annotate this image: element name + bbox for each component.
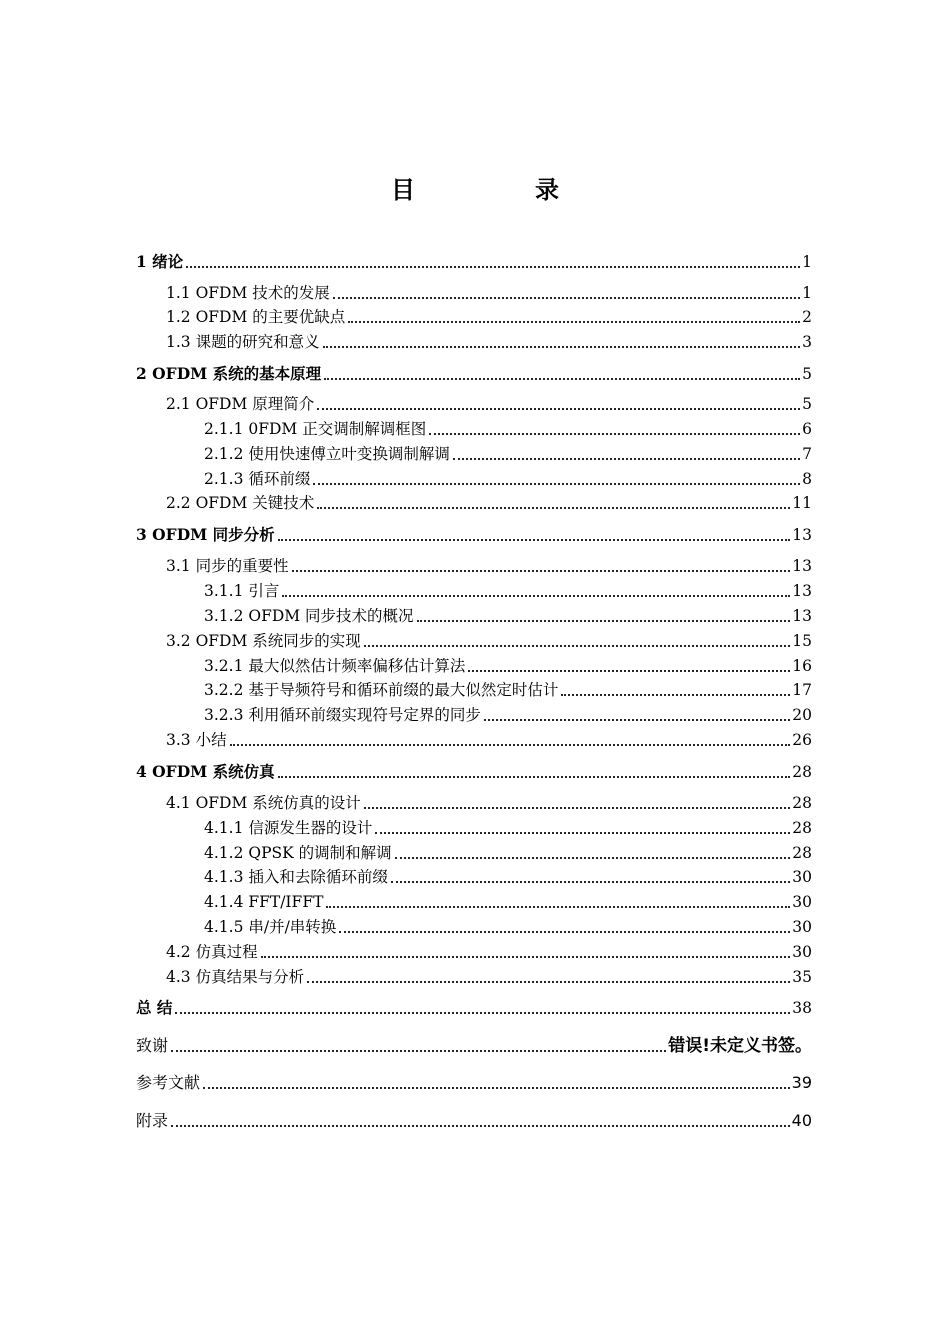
toc-entry-page: 30 (792, 918, 812, 936)
toc-entry-1-1[interactable] (166, 281, 812, 303)
toc-entry-label: 2.1 OFDM 原理简介 (166, 395, 315, 413)
toc-entry-page: 5 (802, 365, 812, 383)
toc-entry-label: 1.1 OFDM 技术的发展 (166, 284, 330, 302)
toc-entry-page: 13 (792, 582, 812, 600)
toc-entry-summary[interactable] (136, 996, 812, 1018)
toc-entry-page: 15 (792, 632, 812, 650)
dot-leader (375, 832, 790, 834)
dot-leader (171, 1125, 790, 1127)
toc-entry-page: 16 (792, 657, 812, 675)
toc-entry-4-1-3[interactable] (204, 865, 812, 887)
toc-entry-page: 3 (802, 333, 812, 351)
dot-leader (429, 433, 800, 435)
toc-entry-page: 30 (792, 893, 812, 911)
toc-entry-page: 11 (792, 494, 812, 512)
toc-entry-label: 1.2 OFDM 的主要优缺点 (166, 308, 346, 326)
toc-entry-label: 4.1.2 QPSK 的调制和解调 (204, 844, 392, 862)
toc-entry-page: 39 (791, 1073, 812, 1092)
toc-entry-page: 40 (791, 1111, 812, 1130)
toc-entry-3-2-1[interactable] (204, 654, 812, 676)
toc-entry-2-1-1[interactable] (204, 417, 812, 439)
toc-entry-label: 参考文献 (136, 1073, 201, 1092)
toc-entry-page: 1 (802, 284, 812, 302)
toc-entry-page: 2 (802, 308, 812, 326)
toc-entry-page: 8 (802, 470, 812, 488)
toc-entry-page: 30 (792, 943, 812, 961)
toc-entry-label: 3.3 小结 (166, 731, 227, 749)
toc-entry-page: 13 (792, 526, 812, 544)
toc-entry-2-1-2[interactable] (204, 442, 812, 464)
toc-entry-label: 4.1.5 串/并/串转换 (204, 918, 337, 936)
toc-entry-label: 3.2.1 最大似然估计频率偏移估计算法 (204, 657, 466, 675)
toc-entry-3-2-2[interactable] (204, 678, 812, 700)
toc-entry-label: 1 绪论 (136, 252, 184, 271)
toc-entry-label: 1.3 课题的研究和意义 (166, 333, 320, 351)
dot-leader (333, 297, 800, 299)
toc-entry-label: 3.2.3 利用循环前缀实现符号定界的同步 (204, 706, 481, 724)
dot-leader (417, 620, 791, 622)
toc-entry-label: 3.2 OFDM 系统同步的实现 (166, 632, 361, 650)
toc-entry-label: 4 OFDM 系统仿真 (136, 762, 275, 781)
dot-leader (292, 570, 791, 572)
toc-entry-label: 4.1.4 FFT/IFFT (204, 893, 324, 911)
toc-entry-4-1-5[interactable] (204, 915, 812, 937)
toc-entry-label: 2 OFDM 系统的基本原理 (136, 364, 322, 383)
dot-leader (317, 507, 790, 509)
dot-leader (307, 981, 790, 983)
toc-entry-page: 13 (792, 607, 812, 625)
toc-entry-page: 7 (802, 445, 812, 463)
toc-entry-2-2[interactable] (166, 491, 812, 513)
toc-entry-references[interactable] (136, 1071, 812, 1093)
dot-leader (171, 1050, 666, 1052)
dot-leader (175, 1012, 790, 1014)
toc-entry-label: 3.1 同步的重要性 (166, 557, 289, 575)
toc-entry-3[interactable] (136, 523, 812, 545)
toc-entry-label: 4.3 仿真结果与分析 (166, 968, 305, 986)
toc-entry-page: 1 (802, 253, 812, 271)
toc-entry-2[interactable] (136, 362, 812, 384)
dot-leader (391, 881, 790, 883)
toc-entry-page: 28 (792, 763, 812, 781)
toc-entry-label: 4.2 仿真过程 (166, 943, 258, 961)
toc-entry-label: 3.1.2 OFDM 同步技术的概况 (204, 607, 414, 625)
toc-entry-3-1[interactable] (166, 554, 812, 576)
toc-entry-appendix[interactable] (136, 1109, 812, 1131)
dot-leader (313, 483, 800, 485)
toc-entry-4-2[interactable] (166, 940, 812, 962)
toc-entry-label: 4.1.3 插入和去除循环前缀 (204, 868, 388, 886)
toc-entry-page: 20 (792, 706, 812, 724)
toc-entry-2-1[interactable] (166, 392, 812, 414)
toc-entry-page: 30 (792, 868, 812, 886)
dot-leader (278, 776, 791, 778)
toc-entry-4-1-2[interactable] (204, 841, 812, 863)
toc-entry-page-error: 错误!未定义书签。 (668, 1036, 812, 1056)
toc-entry-page: 35 (792, 968, 812, 986)
toc-entry-label: 3.1.1 引言 (204, 582, 280, 600)
dot-leader (484, 719, 790, 721)
dot-leader (364, 807, 791, 809)
toc-entry-page: 5 (802, 395, 812, 413)
toc-entry-3-1-2[interactable] (204, 604, 812, 626)
toc-entry-2-1-3[interactable] (204, 467, 812, 489)
toc-entry-1[interactable] (136, 250, 812, 272)
dot-leader (203, 1087, 790, 1089)
toc-entry-page: 13 (792, 557, 812, 575)
dot-leader (230, 744, 791, 746)
toc-entry-acknowledgements[interactable] (136, 1034, 812, 1056)
dot-leader (339, 931, 790, 933)
toc-entry-label: 3 OFDM 同步分析 (136, 525, 275, 544)
dot-leader (186, 266, 800, 268)
dot-leader (324, 378, 800, 380)
dot-leader (317, 408, 800, 410)
dot-leader (348, 321, 800, 323)
toc-entry-label: 2.1.2 使用快速傅立叶变换调制解调 (204, 445, 450, 463)
toc-entry-3-3[interactable] (166, 728, 812, 750)
toc-entry-label: 3.2.2 基于导频符号和循环前缀的最大似然定时估计 (204, 681, 559, 699)
toc-entry-label: 2.1.3 循环前缀 (204, 470, 311, 488)
toc-entry-page: 26 (792, 731, 812, 749)
dot-leader (395, 857, 791, 859)
toc-entry-label: 2.2 OFDM 关键技术 (166, 494, 315, 512)
toc-entry-1-3[interactable] (166, 330, 812, 352)
dot-leader (278, 539, 791, 541)
toc-entry-label: 4.1 OFDM 系统仿真的设计 (166, 794, 361, 812)
toc-entry-3-2-3[interactable] (204, 703, 812, 725)
toc-entry-4-3[interactable] (166, 965, 812, 987)
toc-entry-1-2[interactable] (166, 305, 812, 327)
dot-leader (326, 906, 790, 908)
page-title: 目 录 (391, 176, 607, 204)
dot-leader (323, 346, 801, 348)
toc-entry-label: 致谢 (136, 1036, 169, 1055)
dot-leader (453, 458, 800, 460)
toc-entry-3-1-1[interactable] (204, 579, 812, 601)
toc-entry-page: 28 (792, 844, 812, 862)
toc-entry-label: 附录 (136, 1111, 169, 1130)
dot-leader (261, 956, 791, 958)
toc-entry-4[interactable] (136, 760, 812, 782)
toc-entry-page: 28 (792, 819, 812, 837)
toc-entry-4-1[interactable] (166, 791, 812, 813)
toc-entry-page: 38 (792, 999, 812, 1017)
toc-entry-3-2[interactable] (166, 629, 812, 651)
dot-leader (468, 670, 790, 672)
dot-leader (282, 595, 790, 597)
toc-entry-label: 2.1.1 0FDM 正交调制解调框图 (204, 420, 427, 438)
toc-entry-label: 4.1.1 信源发生器的设计 (204, 819, 373, 837)
toc-entry-4-1-4[interactable] (204, 890, 812, 912)
dot-leader (364, 645, 791, 647)
toc-entry-4-1-1[interactable] (204, 816, 812, 838)
toc-entry-page: 17 (792, 681, 812, 699)
toc-entry-page: 6 (802, 420, 812, 438)
toc-entry-page: 28 (792, 794, 812, 812)
dot-leader (561, 694, 790, 696)
toc-entry-label: 总 结 (136, 998, 173, 1017)
